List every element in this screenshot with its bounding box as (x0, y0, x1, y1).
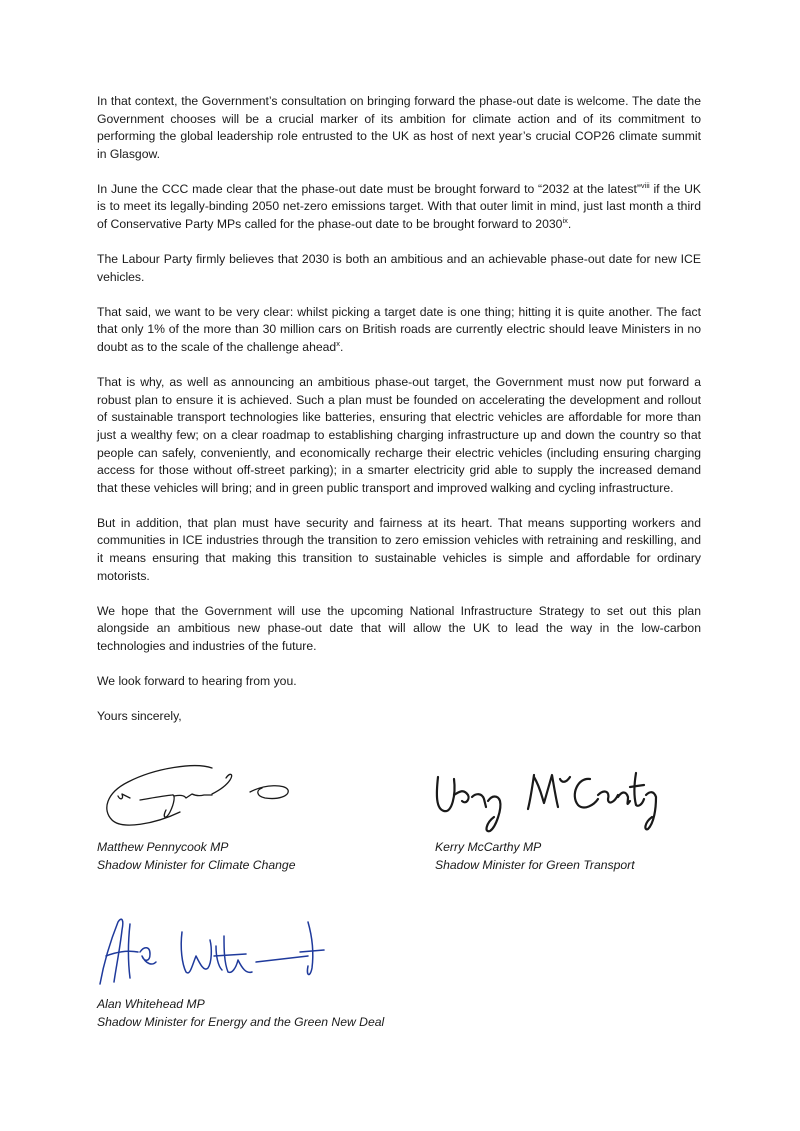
footnote-marker-x: x (336, 339, 340, 349)
paragraph-ccc (97, 181, 701, 234)
paragraph-ccc-text-a: In June the CCC made clear that the phase-out date must be brought forward to “2032 at the latest” (97, 181, 641, 196)
footnote-marker-viii: viii (640, 180, 650, 190)
closing-salutation: Yours sincerely, (97, 709, 182, 724)
paragraph-challenge-text-a: That said, we want to be very clear: whilst picking a target date is one thing; hitting it is quite another. The fact that only 1% of the more than 30 million cars on British roads are currently electric should leave Ministers in no doubt as to the scale of the challenge ahead (97, 304, 701, 355)
paragraph-labour-position: The Labour Party firmly believes that 2030 is both an ambitious and an achievable phase-out date for new ICE vehicles. (97, 252, 701, 284)
signatory-role-mccarthy: Shadow Minister for Green Transport (435, 858, 635, 872)
signatory-role-pennycook: Shadow Minister for Climate Change (97, 858, 296, 872)
paragraph-ccc-text-b: if the UK is to meet its legally-binding 2050 net-zero emissions target. With that outer limit in mind, just last month a third of Conservative Party MPs called for the phase-out date to be brought forward to 2030 (97, 181, 702, 232)
paragraph-look-forward: We look forward to hearing from you. (97, 673, 297, 688)
signature-mccarthy (432, 765, 672, 835)
signature-pennycook (100, 760, 300, 832)
paragraph-challenge-text-b: . (339, 340, 344, 355)
signatory-role-whitehead: Shadow Minister for Energy and the Green New Deal (97, 1015, 385, 1029)
signatory-name-whitehead: Alan Whitehead MP (97, 997, 205, 1011)
paragraph-context: In that context, the Government’s consultation on bringing forward the phase-out date is welcome. The date the Government chooses will be a crucial marker of its ambition for climate action and of its commitment to performing the global leadership role entrusted to the UK as host of next year’s crucial COP26 climate summit in Glasgow. (97, 94, 701, 161)
signatory-name-pennycook: Matthew Pennycook MP (97, 840, 229, 854)
signature-whitehead (96, 912, 336, 992)
signatory-name-mccarthy: Kerry McCarthy MP (435, 840, 542, 854)
letter-body (97, 93, 701, 743)
paragraph-ccc-text-c: . (567, 217, 572, 232)
paragraph-fairness: But in addition, that plan must have security and fairness at its heart. That means supporting workers and communities in ICE industries through the transition to zero emission vehicles with retraining and reskilling, and it means ensuring that making this transition to sustainable vehicles is simple and affordable for ordinary motorists. (97, 515, 701, 583)
footnote-marker-ix: ix (562, 216, 568, 226)
paragraph-challenge (97, 304, 701, 357)
paragraph-plan: That is why, as well as announcing an ambitious phase-out target, the Government must now put forward a robust plan to ensure it is achieved. Such a plan must be founded on accelerating the development and rollout of sustainable transport technologies like batteries, ensuring that electric vehicles are affordable for more than just a wealthy few; on a clear roadmap to establishing charging infrastructure up and down the country so that people can safely, conveniently, and economically recharge their electric vehicles (including ensuring charging access for those without off-street parking); in a smarter electricity grid able to supply the increased demand that these vehicles will bring; and in green public transport and improved walking and cycling infrastructure. (97, 375, 701, 495)
paragraph-infrastructure-strategy: We hope that the Government will use the upcoming National Infrastructure Strategy to set out this plan alongside an ambitious new phase-out date that will allow the UK to lead the way in the low-carbon technologies and industries of the future. (97, 603, 701, 653)
